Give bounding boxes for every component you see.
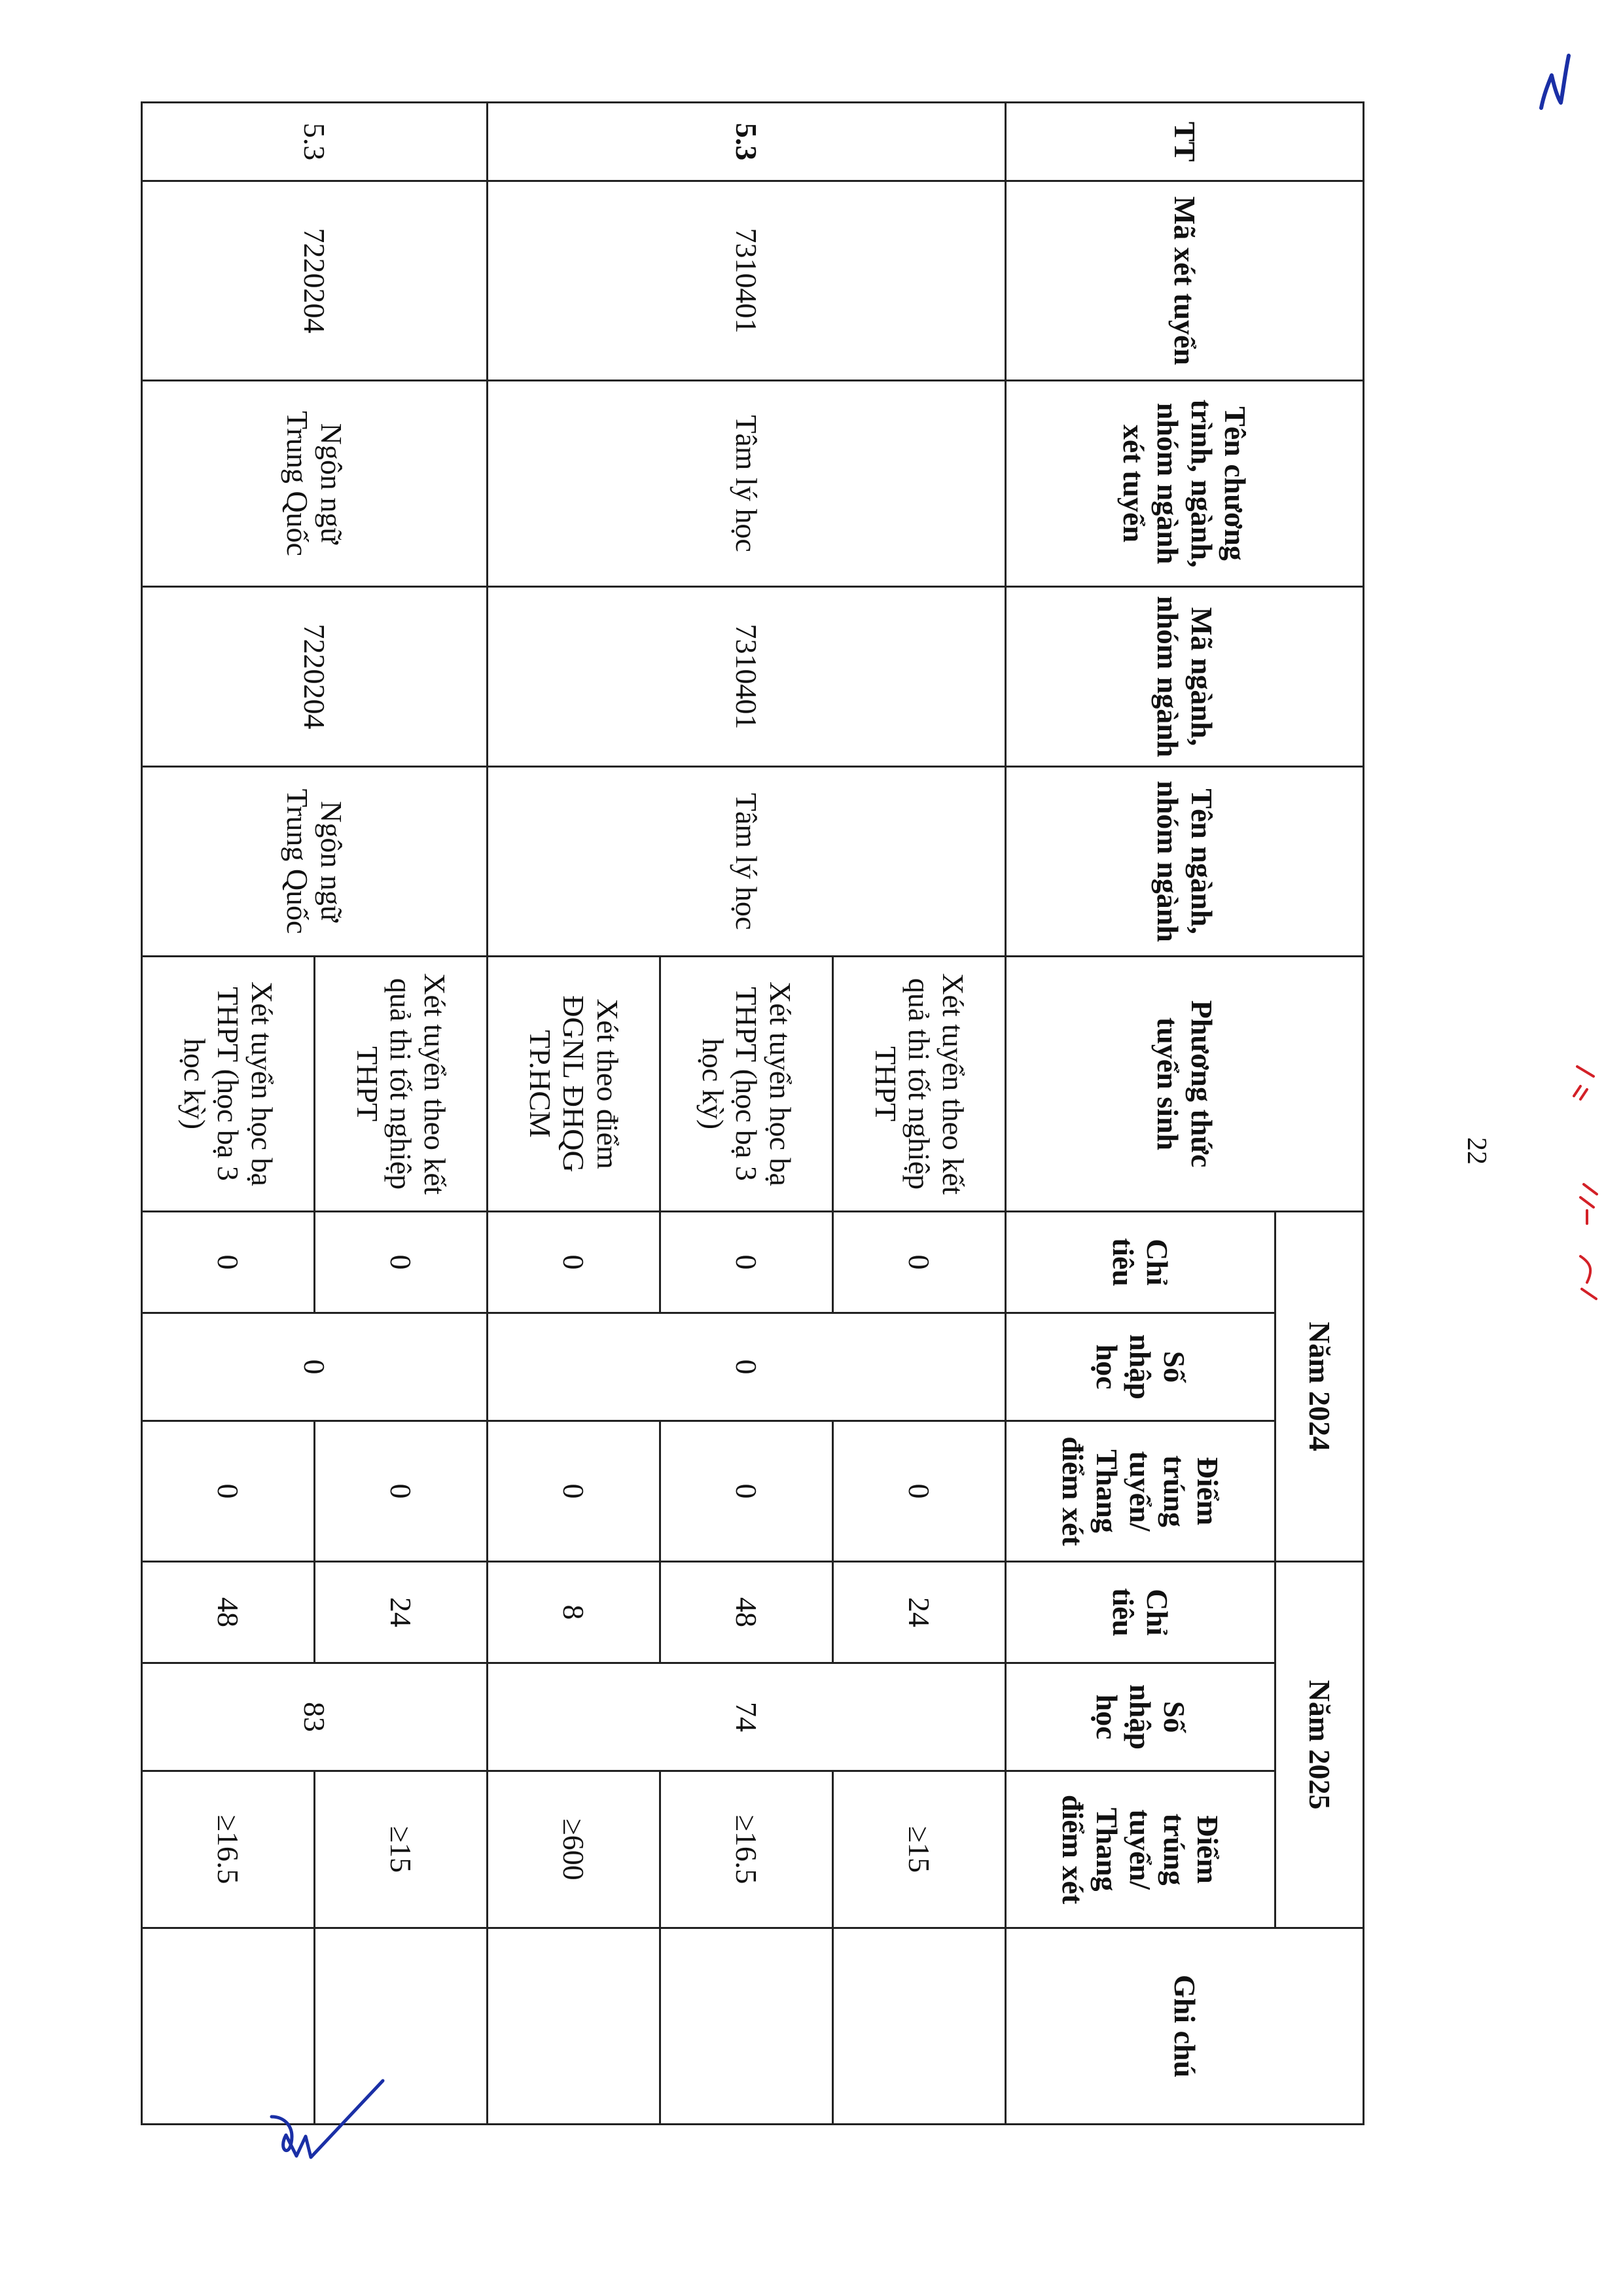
page-number: 22 [1461,1137,1491,1165]
cell-phuong-thuc: Xét tuyển học bạ THPT (học bạ 3 học kỳ) [142,957,315,1212]
header-tt: TT [1006,103,1364,181]
cell-diem-2024: 0 [488,1421,660,1562]
cell-chi-tieu-2024: 0 [833,1212,1006,1313]
cell-diem-2024: 0 [315,1421,488,1562]
header-nam-2024: Năm 2024 [1275,1212,1364,1562]
cell-so-nhap-hoc-2025: 74 [488,1663,1006,1771]
cell-chi-tieu-2024: 0 [660,1212,833,1313]
cell-so-nhap-hoc-2025: 83 [142,1663,488,1771]
header-diem-2025: Điểm trúng tuyển/ Thang điểm xét [1006,1771,1275,1928]
cell-chi-tieu-2024: 0 [488,1212,660,1313]
cell-ten-nganh: Ngôn ngữ Trung Quốc [142,767,488,957]
header-chi-tieu-2024: Chỉ tiêu [1006,1212,1275,1313]
cell-ten-chuong-trinh: Tâm lý học [488,381,1006,587]
header-diem-2024: Điểm trúng tuyển/ Thang điểm xét [1006,1421,1275,1562]
cell-diem-2024: 0 [660,1421,833,1562]
cell-tt: 5.3 [488,103,1006,181]
red-stamp-icon [1567,1060,1613,1312]
cell-chi-tieu-2025: 48 [660,1562,833,1663]
cell-phuong-thuc: Xét theo điểm ĐGNL ĐHQG TP.HCM [488,957,660,1212]
cell-diem-2025: ≥16.5 [660,1771,833,1928]
cell-ma-nganh: 7310401 [488,587,1006,767]
cell-diem-2025: ≥15 [315,1771,488,1928]
cell-chi-tieu-2025: 24 [315,1562,488,1663]
header-ten-nganh: Tên ngành, nhóm ngành [1006,767,1364,957]
header-ghi-chu: Ghi chú [1006,1928,1364,2125]
cell-chi-tieu-2025: 8 [488,1562,660,1663]
cell-phuong-thuc: Xét tuyển theo kết quả thi tốt nghiệp THPT [833,957,1006,1212]
header-phuong-thuc: Phương thức tuyển sinh [1006,957,1364,1212]
header-so-nhap-hoc-2024: Số nhập học [1006,1313,1275,1421]
cell-diem-2024: 0 [833,1421,1006,1562]
cell-ghi-chu [488,1928,660,2125]
cell-diem-2024: 0 [142,1421,315,1562]
admission-table [141,101,1364,2125]
header-ten-chuong-trinh: Tên chương trình, ngành, nhóm ngành xét tuyển [1006,381,1364,587]
table-row [833,103,1006,2125]
cell-ten-nganh: Tâm lý học [488,767,1006,957]
cell-chi-tieu-2025: 48 [142,1562,315,1663]
header-so-nhap-hoc-2025: Số nhập học [1006,1663,1275,1771]
rotated-page-content [141,101,1364,2123]
cell-ma-nganh: 7220204 [142,587,488,767]
cell-ma-xet-tuyen: 7220204 [142,181,488,381]
header-nam-2025: Năm 2025 [1275,1562,1364,1928]
cell-diem-2025: ≥15 [833,1771,1006,1928]
cell-phuong-thuc: Xét tuyển học bạ THPT (học bạ 3 học kỳ) [660,957,833,1212]
cell-diem-2025: ≥16.5 [142,1771,315,1928]
header-ma-xet-tuyen: Mã xét tuyển [1006,181,1364,381]
corner-mark-icon [1535,49,1574,118]
header-ma-nganh: Mã ngành, nhóm ngành [1006,587,1364,767]
signature-icon [259,2077,389,2166]
header-chi-tieu-2025: Chỉ tiêu [1006,1562,1275,1663]
cell-chi-tieu-2024: 0 [142,1212,315,1313]
table-row [315,103,488,2125]
cell-chi-tieu-2025: 24 [833,1562,1006,1663]
cell-phuong-thuc: Xét tuyển theo kết quả thi tốt nghiệp THPT [315,957,488,1212]
cell-tt: 5.3 [142,103,488,181]
cell-so-nhap-hoc-2024: 0 [488,1313,1006,1421]
cell-ma-xet-tuyen: 7310401 [488,181,1006,381]
cell-so-nhap-hoc-2024: 0 [142,1313,488,1421]
cell-ghi-chu [660,1928,833,2125]
cell-ten-chuong-trinh: Ngôn ngữ Trung Quốc [142,381,488,587]
cell-diem-2025: ≥600 [488,1771,660,1928]
cell-ghi-chu [833,1928,1006,2125]
cell-chi-tieu-2024: 0 [315,1212,488,1313]
